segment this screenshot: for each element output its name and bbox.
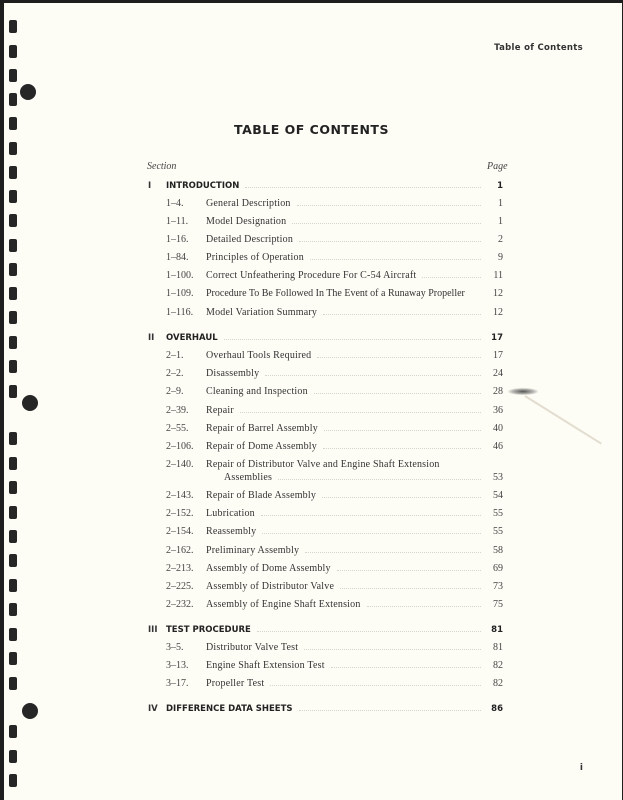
binding-hole [9, 20, 17, 33]
entry-page: 12 [493, 307, 503, 318]
paragraph-number: 1–84. [166, 252, 189, 263]
toc-entry-row[interactable] [148, 507, 503, 521]
paragraph-number: 2–106. [166, 441, 194, 452]
entry-page: 55 [493, 508, 503, 519]
binding-hole [9, 93, 17, 106]
entry-page: 53 [493, 472, 503, 483]
running-head: Table of Contents [494, 43, 583, 53]
paragraph-number: 2–2. [166, 368, 184, 379]
entry-title: General Description [206, 198, 291, 209]
entry-title: Principles of Operation [206, 252, 304, 263]
binding-hole [9, 579, 17, 592]
toc-entry-row[interactable] [148, 385, 503, 399]
dot-leader [278, 471, 481, 480]
entry-title: Assembly of Dome Assembly [206, 563, 331, 574]
entry-title: Detailed Description [206, 234, 294, 245]
section-column-header: Section [147, 161, 177, 172]
binding-hole [9, 166, 17, 179]
entry-page: 82 [493, 660, 503, 671]
binding-hole [9, 603, 17, 616]
entry-title: Distributor Valve Test [206, 642, 299, 653]
section-title: INTRODUCTION [166, 181, 240, 191]
binding-hole [9, 239, 17, 252]
paragraph-number: 1–116. [166, 307, 194, 318]
dot-leader [299, 702, 481, 711]
dot-leader [310, 251, 481, 260]
entry-title: Overhaul Tools Required [206, 350, 312, 361]
toc-section-row[interactable] [148, 179, 503, 193]
binding-hole [9, 457, 17, 470]
ring-hole [22, 703, 38, 719]
entry-title: Engine Shaft Extension Test [206, 660, 325, 671]
paragraph-number: 2–140. [166, 459, 194, 470]
entry-title: Repair of Barrel Assembly [206, 423, 318, 434]
entry-page: 9 [498, 252, 503, 263]
entry-page: 1 [498, 216, 503, 227]
toc-section-row[interactable] [148, 331, 503, 345]
binding-hole [9, 214, 17, 227]
section-numeral: IV [148, 704, 158, 714]
entry-title: Repair of Dome Assembly [206, 441, 317, 452]
toc-entry-row[interactable] [148, 677, 503, 691]
ring-hole [20, 84, 36, 100]
dot-leader [257, 623, 481, 632]
entry-page: 2 [498, 234, 503, 245]
entry-page: 54 [493, 490, 503, 501]
section-numeral: III [148, 625, 158, 635]
entry-title: Lubrication [206, 508, 255, 519]
binding-hole [9, 677, 17, 690]
entry-title: Reassembly [206, 526, 257, 537]
toc-entry-row[interactable] [148, 197, 503, 211]
paragraph-number: 3–5. [166, 642, 184, 653]
binding-hole [9, 263, 17, 276]
entry-title: Correct Unfeathering Procedure For C-54 Aircraft [206, 270, 417, 281]
paragraph-number: 2–1. [166, 350, 184, 361]
entry-title-continuation: Assemblies [224, 472, 273, 483]
entry-page: 1 [498, 198, 503, 209]
binding-hole [9, 432, 17, 445]
dot-leader [299, 233, 481, 242]
toc-entry-row[interactable] [148, 367, 503, 381]
binding-hole [9, 750, 17, 763]
dot-leader [324, 422, 481, 431]
entry-title: Model Designation [206, 216, 287, 227]
dot-leader [367, 598, 481, 607]
toc-entry-row[interactable] [148, 562, 503, 576]
dot-leader [240, 404, 481, 413]
binding-hole [9, 385, 17, 398]
toc-entry-row[interactable] [148, 306, 503, 320]
entry-page: 69 [493, 563, 503, 574]
toc-entry-row[interactable] [148, 525, 503, 539]
binding-hole [9, 360, 17, 373]
entry-page: 73 [493, 581, 503, 592]
entry-page: 46 [493, 441, 503, 452]
toc-entry-row[interactable] [148, 233, 503, 247]
entry-title: Repair [206, 405, 234, 416]
dot-leader [317, 349, 481, 358]
entry-page: 28 [493, 386, 503, 397]
paragraph-number: 2–55. [166, 423, 189, 434]
toc-entry-row[interactable] [148, 269, 503, 283]
dot-leader [297, 197, 481, 206]
ink-smudge [508, 388, 538, 395]
toc-entry-row[interactable] [148, 598, 503, 612]
paragraph-number: 1–4. [166, 198, 184, 209]
entry-page: 17 [493, 350, 503, 361]
dot-leader [323, 306, 481, 315]
dot-leader [304, 641, 481, 650]
binding-hole [9, 142, 17, 155]
ring-hole [22, 395, 38, 411]
paragraph-number: 2–225. [166, 581, 194, 592]
dot-leader [292, 215, 481, 224]
section-title: DIFFERENCE DATA SHEETS [166, 704, 293, 714]
dot-leader [245, 179, 481, 188]
dot-leader [331, 659, 481, 668]
dot-leader [323, 440, 481, 449]
entry-page: 36 [493, 405, 503, 416]
page-title: TABLE OF CONTENTS [234, 122, 389, 137]
paragraph-number: 3–13. [166, 660, 189, 671]
section-page: 1 [497, 181, 503, 191]
binding-hole [9, 190, 17, 203]
binding-hole [9, 481, 17, 494]
dot-leader [224, 331, 481, 340]
paragraph-number: 1–16. [166, 234, 189, 245]
dot-leader [322, 489, 481, 498]
entry-title: Disassembly [206, 368, 260, 379]
entry-page: 58 [493, 545, 503, 556]
toc-entry-row[interactable] [148, 215, 503, 229]
entry-title: Preliminary Assembly [206, 545, 300, 556]
entry-title: Assembly of Engine Shaft Extension [206, 599, 361, 610]
paragraph-number: 2–162. [166, 545, 194, 556]
paragraph-number: 3–17. [166, 678, 189, 689]
entry-title: Cleaning and Inspection [206, 386, 308, 397]
entry-page: 81 [493, 642, 503, 653]
entry-title: Assembly of Distributor Valve [206, 581, 335, 592]
dot-leader [305, 544, 481, 553]
binding-hole [9, 628, 17, 641]
paragraph-number: 2–154. [166, 526, 194, 537]
toc-entry-row[interactable] [148, 288, 503, 302]
section-page: 86 [491, 704, 503, 714]
dot-leader [314, 385, 481, 394]
entry-page: 75 [493, 599, 503, 610]
toc-entry-row[interactable] [148, 659, 503, 673]
entry-title: Propeller Test [206, 678, 265, 689]
entry-page: 82 [493, 678, 503, 689]
dot-leader [270, 677, 481, 686]
binding-hole [9, 774, 17, 787]
toc-section-row[interactable] [148, 623, 503, 637]
page-column-header: Page [487, 161, 508, 172]
binding-hole [9, 287, 17, 300]
section-numeral: I [148, 181, 152, 191]
toc-entry-row-continuation[interactable] [148, 471, 503, 485]
toc-entry-row[interactable] [148, 544, 503, 558]
paragraph-number: 2–143. [166, 490, 194, 501]
binding-hole [9, 506, 17, 519]
section-page: 81 [491, 625, 503, 635]
page-number: i [579, 763, 583, 773]
section-page: 17 [491, 333, 503, 343]
toc-section-row[interactable] [148, 702, 503, 716]
entry-title: Model Variation Summary [206, 307, 318, 318]
toc-entry-row[interactable] [148, 580, 503, 594]
binding-hole [9, 336, 17, 349]
binding-hole [9, 311, 17, 324]
entry-page: 12 [493, 288, 503, 299]
toc-entry-row[interactable] [148, 641, 503, 655]
entry-page: 55 [493, 526, 503, 537]
section-title: TEST PROCEDURE [166, 625, 251, 635]
binding-hole [9, 530, 17, 543]
entry-page: 11 [493, 270, 503, 281]
toc-entry-row[interactable] [148, 489, 503, 503]
dot-leader [340, 580, 481, 589]
dot-leader [467, 288, 485, 296]
dot-leader [262, 525, 481, 534]
paragraph-number: 2–232. [166, 599, 194, 610]
binding-hole [9, 554, 17, 567]
toc-entry-row[interactable] [148, 440, 503, 454]
paragraph-number: 1–100. [166, 270, 194, 281]
entry-title: Repair of Distributor Valve and Engine Shaft Extension [206, 459, 440, 470]
toc-entry-row[interactable] [148, 251, 503, 265]
paragraph-number: 2–152. [166, 508, 194, 519]
entry-title: Procedure To Be Followed In The Event of a Runaway Propeller [206, 288, 465, 299]
dot-leader [422, 269, 481, 278]
dot-leader [265, 367, 481, 376]
entry-page: 40 [493, 423, 503, 434]
paragraph-number: 2–213. [166, 563, 194, 574]
binding-hole [9, 725, 17, 738]
binding-hole [9, 69, 17, 82]
binding-hole [9, 652, 17, 665]
paragraph-number: 1–11. [166, 216, 189, 227]
section-title: OVERHAUL [166, 333, 218, 343]
paragraph-number: 2–39. [166, 405, 189, 416]
toc-entry-row[interactable] [148, 404, 503, 418]
section-numeral: II [148, 333, 155, 343]
entry-title: Repair of Blade Assembly [206, 490, 317, 501]
paragraph-number: 2–9. [166, 386, 184, 397]
entry-page: 24 [493, 368, 503, 379]
paragraph-number: 1–109. [166, 288, 194, 299]
binding-hole [9, 45, 17, 58]
toc-entry-row[interactable] [148, 349, 503, 363]
dot-leader [261, 507, 481, 516]
toc-entry-row[interactable] [148, 422, 503, 436]
dot-leader [337, 562, 481, 571]
